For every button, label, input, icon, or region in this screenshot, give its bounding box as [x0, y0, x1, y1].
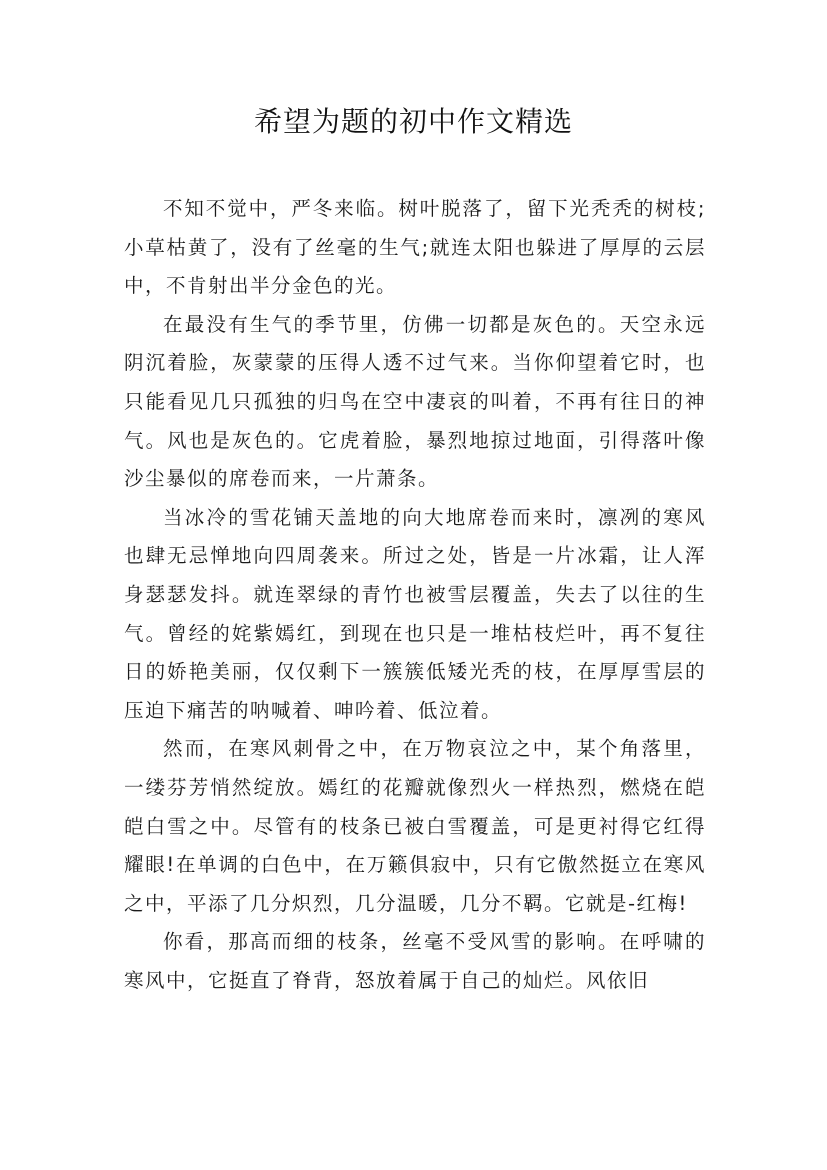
paragraph-3: 当冰冷的雪花铺天盖地的向大地席卷而来时，凛冽的寒风也肆无忌惮地向四周袭来。所过之处，皆是一片冰霜，让人浑身瑟瑟发抖。就连翠绿的青竹也被雪层覆盖，失去了以往的生气。曾经的姹紫嫣红，到现在也只是一堆枯枝烂叶，再不复往日的娇艳美丽，仅仅剩下一簇簇低矮光秃的枝，在厚厚雪层的压迫下痛苦的呐喊着、呻吟着、低泣着。 — [124, 505, 706, 722]
paragraph-4: 然而，在寒风刺骨之中，在万物哀泣之中，某个角落里，一缕芬芳悄然绽放。嫣红的花瓣就像烈火一样热烈，燃烧在皑皑白雪之中。尽管有的枝条已被白雪覆盖，可是更衬得它红得耀眼!在单调的白色中，在万籁俱寂中，只有它傲然挺立在寒风之中，平添了几分炽烈，几分温暖，几分不羁。它就是-红梅! — [124, 737, 706, 915]
document-title: 希望为题的初中作文精选 — [253, 105, 573, 138]
paragraph-1: 不知不觉中，严冬来临。树叶脱落了，留下光秃秃的树枝;小草枯黄了，没有了丝毫的生气;就连太阳也躲进了厚厚的云层中，不肯射出半分金色的光。 — [124, 197, 706, 298]
document-body — [124, 190, 706, 1000]
paragraph-5: 你看，那高而细的枝条，丝毫不受风雪的影响。在呼啸的寒风中，它挺直了脊背，怒放着属于自己的灿烂。风依旧 — [124, 930, 706, 992]
paragraph-2: 在最没有生气的季节里，仿佛一切都是灰色的。天空永远阴沉着脸，灰蒙蒙的压得人透不过气来。当你仰望着它时，也只能看见几只孤独的归鸟在空中凄哀的叫着，不再有往日的神气。风也是灰色的。它虎着脸，暴烈地掠过地面，引得落叶像沙尘暴似的席卷而来，一片萧条。 — [124, 312, 706, 491]
